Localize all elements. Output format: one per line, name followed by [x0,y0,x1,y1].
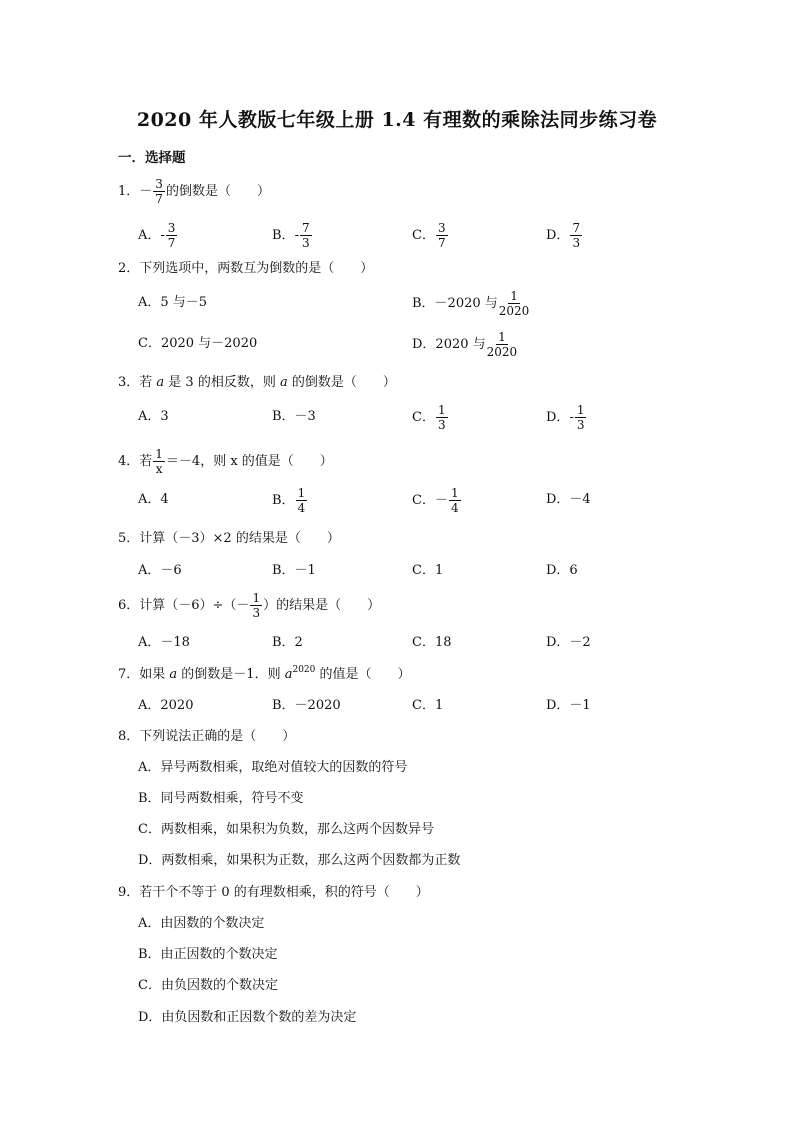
q9-option-a[interactable]: A．由因数的个数决定 [138,916,265,931]
q2-option-c[interactable]: C．2020 与－2020 [138,336,258,351]
q9-option-d[interactable]: D．由负因数和正因数个数的差为决定 [138,1010,357,1025]
page-title: 2020 年人教版七年级上册 1.4 有理数的乘除法同步练习卷 [136,109,658,131]
q8-option-b[interactable]: B．同号两数相乘，符号不变 [138,791,304,806]
q5-option-a[interactable]: A．－6 [138,563,182,578]
q5-option-b[interactable]: B．－1 [272,563,316,578]
q3-option-c[interactable]: C． $\frac{1}{3}$ [412,403,446,432]
question-8: 8．下列说法正确的是（ ） [118,729,296,744]
fraction: $\frac{3}{7}$ [155,177,163,206]
q6-option-b[interactable]: B．2 [272,635,303,650]
q7-option-a[interactable]: A．2020 [138,698,194,713]
question-4: 4．若 $\frac{1}{x}$ ＝－4，则 x 的值是（ ） [118,447,333,476]
q3-option-b[interactable]: B．－3 [272,409,316,424]
q4-option-b[interactable]: B． $\frac{1}{4}$ [272,486,306,515]
q2-option-d[interactable]: D．2020 与 $\frac{1}{2020}$ [412,330,518,359]
q7-option-b[interactable]: B．－2020 [272,698,341,713]
question-2: 2．下列选项中，两数互为倒数的是（ ） [118,261,374,276]
q4-option-d[interactable]: D．－4 [546,492,591,507]
q3-option-a[interactable]: A．3 [138,409,169,424]
question-9: 9．若干个不等于 0 的有理数相乘，积的符号（ ） [118,885,429,900]
q2-option-b[interactable]: B．－2020 与 $\frac{1}{2020}$ [412,289,530,318]
q1-option-d[interactable]: D． $\frac{7}{3}$ [546,221,581,250]
q5-option-d[interactable]: D．6 [546,563,578,578]
question-1: 1．－ $\frac{3}{7}$ 的倒数是（ ） [118,177,270,206]
q8-option-d[interactable]: D．两数相乘，如果积为正数，那么这两个因数都为正数 [138,853,461,868]
q5-option-c[interactable]: C．1 [412,563,444,578]
q1-option-b[interactable]: B．- $\frac{7}{3}$ [272,221,310,250]
question-5: 5．计算（－3）×2 的结果是（ ） [118,531,340,546]
q4-option-a[interactable]: A．4 [138,492,169,507]
question-3: 3．若 a 是 3 的相反数，则 a 的倒数是（ ） [118,375,396,390]
q7-option-c[interactable]: C．1 [412,698,444,713]
q4-option-c[interactable]: C．－ $\frac{1}{4}$ [412,486,459,515]
q6-option-d[interactable]: D．－2 [546,635,591,650]
question-6: 6．计算（－6）÷（－ $\frac{1}{3}$ ）的结果是（ ） [118,591,381,620]
q6-option-a[interactable]: A．－18 [138,635,190,650]
q1-option-c[interactable]: C． $\frac{3}{7}$ [412,221,446,250]
q9-option-b[interactable]: B．由正因数的个数决定 [138,947,278,962]
question-7: 7．如果 a 的倒数是－1．则 $a^{2020}$ 的值是（ ） [118,665,411,682]
q6-option-c[interactable]: C．18 [412,635,452,650]
q8-option-c[interactable]: C．两数相乘，如果积为负数，那么这两个因数异号 [138,822,434,837]
q7-option-d[interactable]: D．－1 [546,698,591,713]
q2-option-a[interactable]: A．5 与－5 [138,295,208,310]
q8-option-a[interactable]: A．异号两数相乘，取绝对值较大的因数的符号 [138,760,408,775]
q9-option-c[interactable]: C．由负因数的个数决定 [138,978,278,993]
section-heading: 一．选择题 [118,150,186,166]
q1-option-a[interactable]: A．- $\frac{3}{7}$ [138,221,176,250]
q3-option-d[interactable]: D．- $\frac{1}{3}$ [546,403,585,432]
